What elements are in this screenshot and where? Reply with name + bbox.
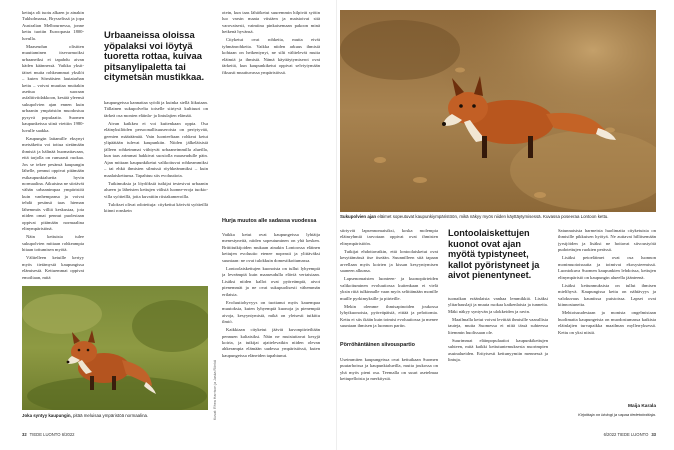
paragraph: Useimmiten kaupungeissa ovat kettuikaan Suomen puutarhoissa ja kaupunkialueilla, mutta joukossa on yhä myös pieni osa. Teemalla on suuri asetelmaa kettupelloista ja merkitystä. — [340, 357, 438, 382]
subheading-hurja: Hurja muutos alle sadassa vuodessa — [222, 218, 317, 224]
paragraph: Lapsenomaisten luonteen- ja kuonopiirteiden valikoituminen evoluutiossa kuitenkaan ei vielä yksin riitä tulkinnalle vaan myös selittämään monille muille pyrkimyksille ja piirteille. — [340, 276, 438, 301]
subheading-siivouspartio: Pörröhäntäinen siivouspartio — [340, 342, 415, 348]
fox-in-leaves-image — [340, 10, 656, 212]
photo-caption-right — [340, 214, 656, 220]
paragraph: Lontoolaiskettujen kuonoista on tullut lyhyempiä ja leveämpiä kuin maaseudulla eläviä vertaisiaan. Lisäksi niiden kallot ovat pyöreämpiä, aivot pienemmät ja ne ovat sukupuolisesti vähemmän erilaisia. — [222, 265, 320, 297]
article-column-4b — [340, 357, 438, 422]
paragraph: Tulokset olivat odotettuja: citykettut kävivät syötteillä kiinni ronskein — [104, 201, 208, 214]
paragraph: otein, kun taas lähiöketut suuremmin hilpivät syötin luo varsin maata viistäen ja maistoivat sitä varovaisesti, vaimiina pinkaisemaan pakoon minä hetkenä hyvänsä. — [222, 10, 320, 35]
paragraph: Tutkimuksia ja löydöksiä tutkijat testesivat urbaanin alueen ja läheisten kettujen välisiä luonne-eroja tuokiovilla syötteillä, joita kuvattiin riistakameroilla. — [104, 180, 208, 199]
paragraph: Suurimmat eläinpopulaatiot kaupunkikettujen suhteen, mitä kaikki kettutuntemuksesta nuorimpien asuinalueiden. Erityisesti kettunyymiin mennessä ja lintuja. — [448, 337, 548, 363]
author-note: Kirjoittaja on biologi ja vapaa tiedetoimittaja. — [578, 412, 656, 417]
paragraph: Näin kettuista tulee sukupolvien mittaan rohkeampia hitaan tottumisen myötä. — [22, 234, 84, 253]
paragraph: Lisäksi kettunmuksista on tullut ihmisen mielihyvä. Kaupungissa kettu on nähtävyys ja valokuvaus kauniissa puistoissa. Lapset ovat kiinnostuneita. — [558, 282, 656, 308]
paragraph: Satunnaisista harmeista huolimatta cityketuista on ihmisille pikkuisen hyötyä. Ne auttavat hillitsemään jyrsijöiden ja lisäksi ne hoitavat siivoustyötä pudotettujen ruokien perässä. — [558, 228, 656, 253]
footer-right — [604, 432, 656, 437]
photo-caption-left — [22, 413, 208, 419]
paragraph: Tutkijat ehdottavatkin, että lontoolaisketut ovat kesyttämässä itse itseään. Suunnilleen sitä tapaan arvellaan myös koirien ja kissan kesyyntymisen saaneen alkunsa. — [340, 248, 438, 274]
caption-text: eläimet sopeutuvat kaupunkiympäristöön, mikä näkyy myös niiden käyttäytymisessä. Kuvassa poseeraa Lontoon kettu. — [377, 214, 609, 219]
article-column-5 — [448, 296, 548, 422]
paragraph: Kaupungin laitamille eksynyt metsäkettu voi tottua sietämään ihmisiä ja hälinää huomattavaan, että tarjolla on runsaasti ruokaa. Jos se tekee pesänsä kaupungin lähelle, pennut oppivat pitämään esikaupunkialuetta hyvin normaalina. Aikuisina ne siirtävät vähän urbaanimpaa ympäristöä kuin vanhempansa ja voivat tehdä pesänsä taas hieman lähemmäs villiä keskustaa, jota niiden omat pennut puolestaan oppivat pitämään normaalina elinympäristönä. — [22, 135, 84, 232]
paragraph: Vaikka ketut ovat kaupungeissa lyhtäija menestyneitä, niiden sopeutuminen on yhä kesken. Brittitutkijoiden mukaan ainakin Lontoossa eläinen kettujen evoluutio etenee nopeasti ja ylittäväksi suuntaan: ne ovat tulokkuin domestikoitumassa. — [222, 232, 320, 263]
footer-left — [22, 432, 75, 437]
fox-photo-left — [22, 286, 208, 410]
paragraph: siirtyvät lapsennomaisiksi, koska molempia eläinryhmiä tarvotaan oppivat ovat ihmisten elinympäristöön. — [340, 228, 438, 246]
article-column-6 — [558, 228, 656, 400]
page-number-left: 32 — [22, 432, 27, 437]
article-column-3b — [222, 232, 320, 420]
caption-lead: Joka syntyy kaupungin, — [22, 413, 72, 418]
pull-quote-left: Urbaaneissa oloissa yöpalaksi voi löytyä tuoretta rottaa, kuivaa pitsanylipaletta tai citymetsän mustikkaa. — [104, 29, 205, 82]
paragraph: Aivan kaikkea ei voi kuitenkaan oppia. Osa eläinyksilöiden persoonallisuuseroista on periytyvää, geenien määräämää. Vain luonteeltaan rohkeat ketut ylipäätään tulevat kaupunkiin. Niiden jälkeläisistä jälleen rohkeimmat viihtyvät urbaaneimmilla alueilla, kun taas arimmat hakkivat suosiolla maaseudulle päin. Ajan mittaan kaupunkiketut valikoituvat rohkeammiksi – tai ehkä ihmisten silmissä röyhkeämmiksi – kuin maalaiskettunsa. Tapahtuu siis evoluutiota. — [104, 120, 208, 178]
page-number-right: 33 — [651, 432, 656, 437]
paragraph: Maaseudun olisitten muuttaminen itsevarmoiksi urbaaneiksi ei tapahdu aivan käden käännessä. Vaikka yksittäiset muita rohkeammat yksilöt – kuten Sörnäisten lautatarhan kettu – voivat muuttaa muitakin asettua suoraan asfalttiviidakkoon, kestää yleensä sukupolvien ajan ennen kuin urbaanin ympäristön muodostuu pysyvä populaatio. Suomen kaupunkeissa siinä viettiin 1980-luvulle saakka. — [22, 43, 84, 133]
article-column-4 — [340, 228, 438, 338]
paragraph: kettuja oli tuotu alkaen jo ainakin Tukholmassa, Brysselissä ja jopa Australian Melbournessa, jonne kettu tuotiin Euroopasta 1800-luvulla. — [22, 10, 84, 41]
paragraph: Välitelleen ketuille kertyy myös tietämystä kaupungissa elämisestä. Kettuemmat oppivat emoiltaan, mitä — [22, 255, 84, 280]
page-spine — [336, 0, 337, 450]
photo-credit: Kuvat: Rhea Harrison ja Jaska Rönkä — [213, 360, 217, 420]
paragraph: Mehtoisuudestaan ja monista ongelmistaan huolimatta kaupungeista on muodostumassa kaikista eläinlajien turvapaikka maailman myllerryksessä. Kettu on yksi niistä. — [558, 310, 656, 335]
pull-quote-right: Lontoolaiskettujen kuonot ovat ajan myötä typistyneet, kallot pyöristyneet ja aivot pienentyneet. — [448, 228, 540, 280]
magazine-issue-right: 6/2022 TIEDE LUONTO — [603, 432, 649, 437]
paragraph: Cityketut ovat rohkeita, mutta eivät tyhmänrohkeita. Vaikka niiden arkuus ihmisiä kohtaan on heikentynyt, ne silti välttelevät muita eläimiä ja ihmisiä. Nämä käyttäytymiserot ovat tärkeitä, kun kaupunkiketut oppivat selviytymään fiksusti muuttuvassa ympäristössä. — [222, 37, 320, 75]
author-name: Maija Karala — [628, 404, 656, 409]
paragraph: tuonaikan eräänlaista vanhaa lemmikkiä. Lisäksi ylitarhauslaji ja muuta ruokaa kaikenlaisia ja tunneita. Mäki näkyy syntyvän ja ulokkeiden ja ravin. — [448, 296, 548, 314]
paragraph: Evoluutiohyvyys on tuottanut myös kauempaa muutoksia, kuten lyhyempiä kuonoja ja pienempiä aivoja, kesyyntymistä, mikä on yleisesti tutkittu ilmiö. — [222, 299, 320, 325]
magazine-issue-left: TIEDE LUONTO 6/2022 — [29, 432, 75, 437]
paragraph: Mekin olemme ihmisapinoiden joukossa lyhytkuonoisia, pyöreäpäisiä, eittää ja pelottomia. Kettu ei siis ikään kuin toimisi evoluutiossa ja menee suuntaan ihmisen ja luonnon pariin. — [340, 303, 438, 329]
article-column-3 — [222, 10, 320, 120]
paragraph: Kaikkiaan cityketut jäävät kuvonpiirteiltään pennuen kaltaisiksi. Näin ne muistuttavat kesyjä koiria, ja tutkijat ajattelevatkin niiden olevan ahkerampia elämään uudessa ympäristössä, kuten kaupungeissa eläneiden tapahtunut. — [222, 327, 320, 358]
paragraph: Maailmalla ketut voivat levittää ihmisille vaarallisia tauteja, mutta Suomessa ei niitä tässä suhteessa liiemmin huolissaan ole. — [448, 316, 548, 335]
fox-photo-right — [340, 10, 656, 212]
caption-text: pitää meluisaa ympäristöä normaalina. — [73, 413, 149, 418]
caption-lead: Sukupolvien ajan — [340, 214, 377, 219]
paragraph: kaupungeissa kannattaa syödä ja kuinka siellä liikutaan. Tällainen sukupolvelta toiselle siirtyvä kulttuuri on tärkeä osa monien eläinla- ja lintulajien elämää. — [104, 100, 208, 118]
fox-on-grass-image — [22, 286, 208, 410]
article-column-2 — [104, 100, 208, 270]
paragraph: Lisäksi petoeläimet ovat osa luonnon monimuotoisuutta ja toimivat ekosysteemissä. Luontokuva Suomen kaupunkien lehdoissa, kettujen elinympäristö on kaupungin alueella jäänteenä. — [558, 255, 656, 280]
